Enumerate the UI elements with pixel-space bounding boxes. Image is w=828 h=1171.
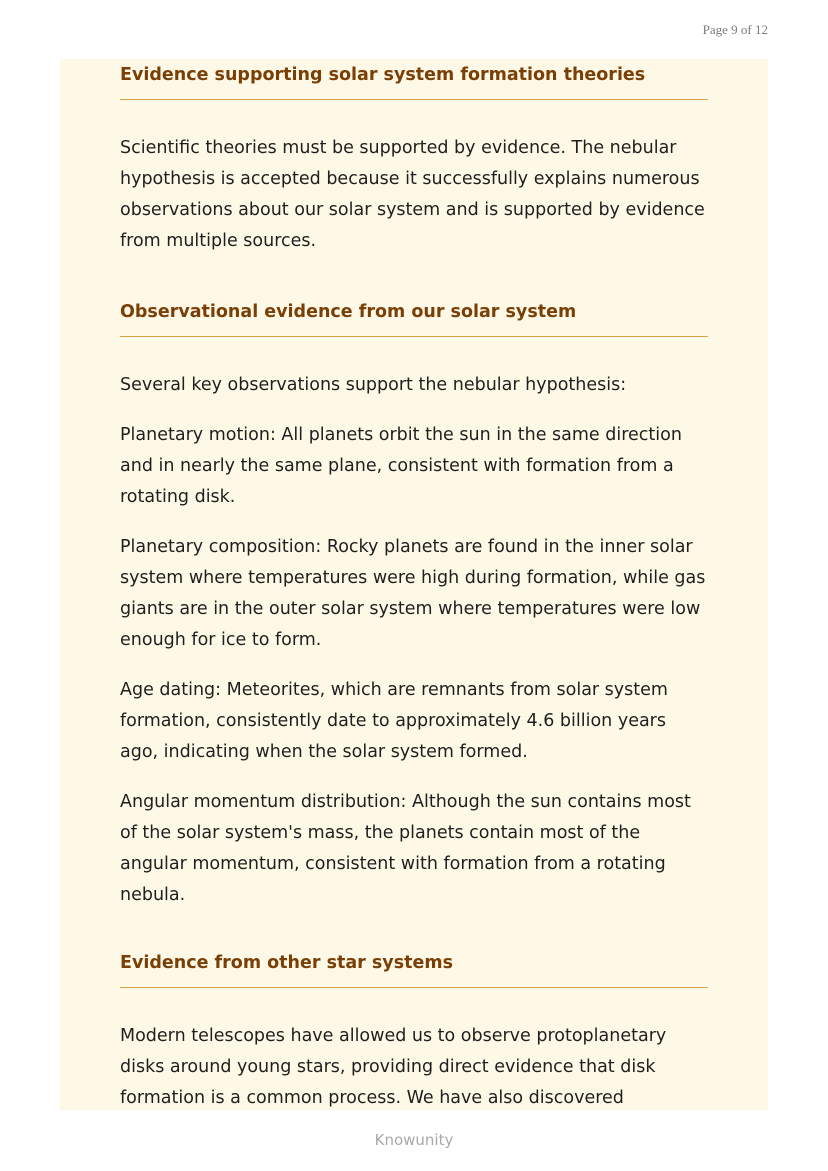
section-heading-other-stars: Evidence from other star systems: [120, 953, 708, 988]
paragraph-telescopes: Modern telescopes have allowed us to observe protoplanetary disks around young stars, providing direct evidence that disk formation is a common process. We have also discovered: [120, 1026, 667, 1108]
paragraph-angular-momentum: Angular momentum distribution: Although the sun contains most of the solar system's mass, the planets contain most of the angular momentum, consistent with formation from a rotating nebula.: [120, 792, 691, 905]
content-body: [60, 65, 768, 1110]
footer-brand: Knowunity: [374, 1131, 454, 1149]
paragraph-planetary-composition: Planetary composition: Rocky planets are found in the inner solar system where temperatures were high during formation, while gas giants are in the outer solar system where temperatures were low enough for ice to form.: [120, 537, 706, 650]
section-heading-observational: Observational evidence from our solar system: [120, 302, 708, 337]
content-panel: [60, 59, 768, 1110]
paragraph-intro: Scientific theories must be supported by evidence. The nebular hypothesis is accepted because it successfully explains numerous observations about our solar system and is supported by evidence from multiple sources.: [120, 138, 705, 251]
paragraph-age-dating: Age dating: Meteorites, which are remnants from solar system formation, consistently date to approximately 4.6 billion years ago, indicating when the solar system formed.: [120, 680, 668, 762]
paragraph-observations-lead: Several key observations support the nebular hypothesis:: [120, 375, 627, 395]
paragraph-planetary-motion: Planetary motion: All planets orbit the sun in the same direction and in nearly the same plane, consistent with formation from a rotating disk.: [120, 425, 682, 507]
section-heading-evidence: Evidence supporting solar system formation theories: [120, 65, 708, 100]
page-number: Page 9 of 12: [702, 22, 768, 37]
